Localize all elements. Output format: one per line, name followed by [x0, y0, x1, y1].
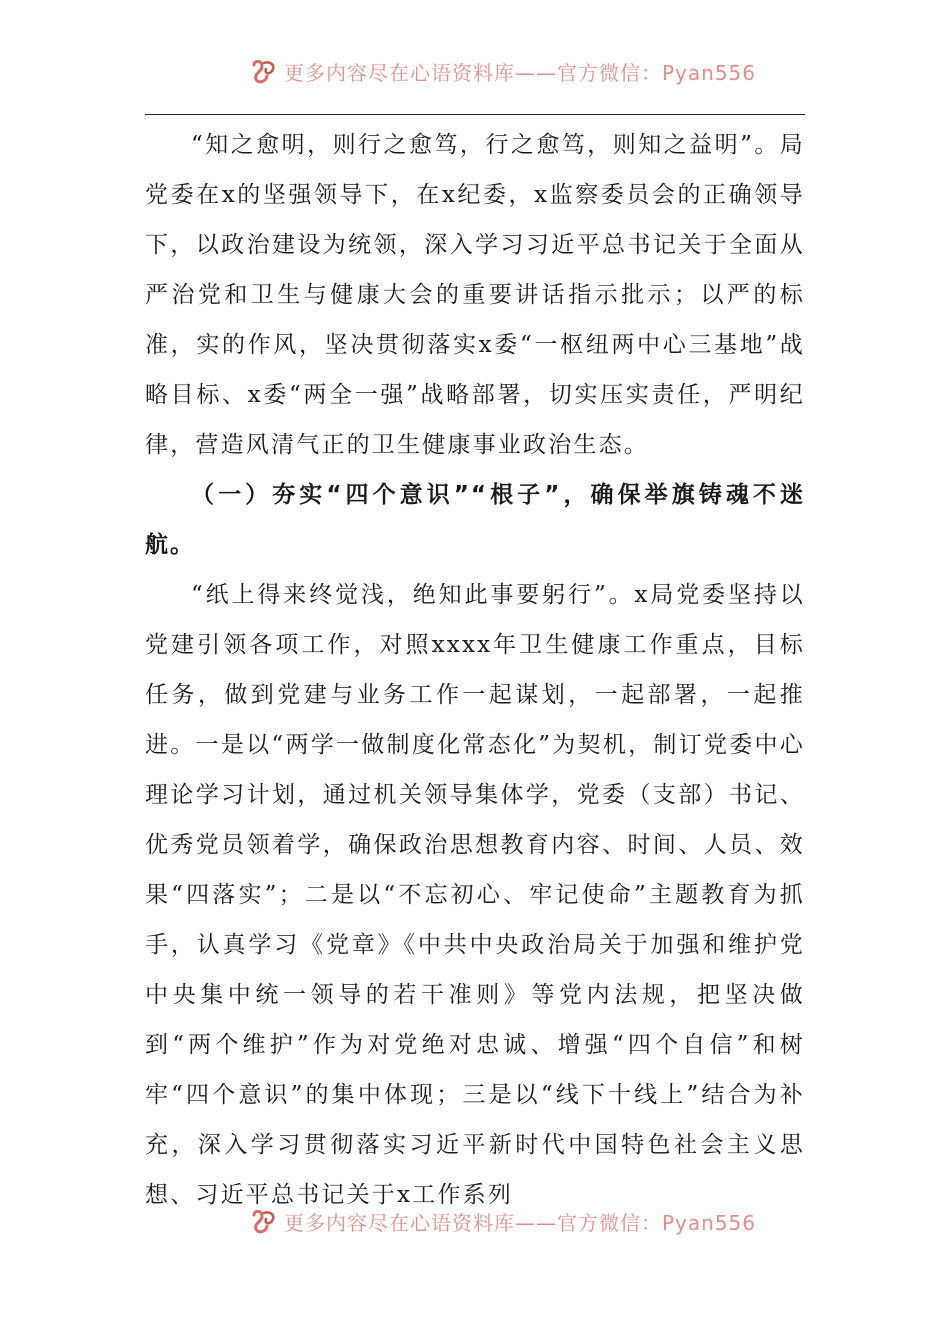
logo-icon [250, 57, 278, 85]
paragraph-body: “纸上得来终觉浅，绝知此事要躬行”。x局党委坚持以党建引领各项工作，对照xxxx年卫生健康工作重点，目标任务，做到党建与业务工作一起谋划，一起部署，一起推进。一是以“两学一做制度化常态化”为契机，制订党委中心理论学习计划，通过机关领导集体学，党委（支部）书记、优秀党员领着学，确保政治思想教育内容、时间、人员、效果“四落实”；二是以“不忘初心、牢记使命”主题教育为抓手，认真学习《党章》《中共中央政治局关于加强和维护党中央集中统一领导的若干准则》等党内法规，把坚决做到“两个维护”作为对党绝对忠诚、增强“四个自信”和树牢“四个意识”的集中体现；三是以“线下十线上”结合为补充，深入学习贯彻落实习近平新时代中国特色社会主义思想、习近平总书记关于x工作系列 [145, 582, 805, 1208]
paragraph-intro: “知之愈明，则行之愈笃，行之愈笃，则知之益明”。局党委在x的坚强领导下，在x纪委，x监察委员会的正确领导下，以政治建设为统领，深入学习习近平总书记关于全面从严治党和卫生与健康大会的重要讲话指示批示；以严的标准，实的作风，坚决贯彻落实x委“一枢纽两中心三基地”战略目标、x委“两全一强”战略部署，切实压实责任，严明纪律，营造风清气正的卫生健康事业政治生态。 [145, 132, 805, 458]
header-rule [145, 114, 805, 115]
watermark-top [250, 56, 756, 86]
document-body [145, 120, 805, 1220]
watermark-text: 更多内容尽在心语资料库——官方微信：Pyan556 [284, 60, 757, 85]
logo-icon [250, 1207, 278, 1235]
section-heading: （一）夯实“四个意识”“根子”，确保举旗铸魂不迷航。 [145, 482, 805, 558]
watermark-text: 更多内容尽在心语资料库——官方微信：Pyan556 [284, 1210, 757, 1235]
watermark-bottom [250, 1206, 756, 1236]
